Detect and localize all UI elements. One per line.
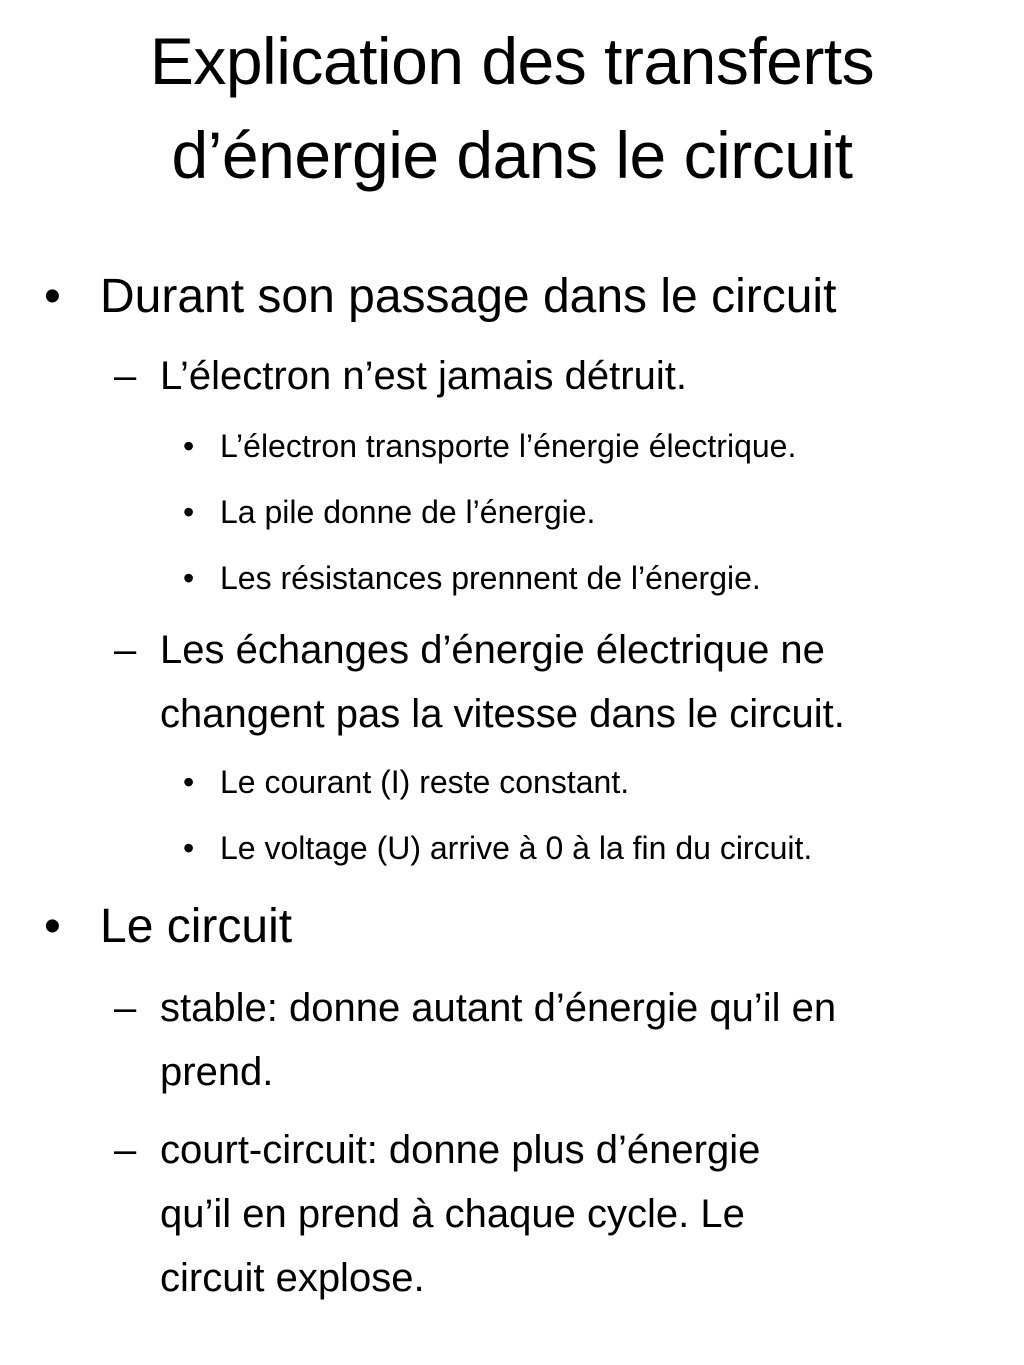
sub-bullet-text: L’électron transporte l’énergie électrique. <box>220 428 797 464</box>
title-line: Explication des transferts <box>149 24 875 98</box>
sub-bullet-marker: • <box>183 764 195 800</box>
dash-text <box>160 618 845 746</box>
title-line: d’énergie dans le circuit <box>171 118 853 192</box>
dash-text-line: circuit explose. <box>160 1256 425 1300</box>
dash-marker: – <box>114 354 137 398</box>
slide-title <box>40 14 984 202</box>
dash-marker: – <box>114 986 137 1030</box>
dash-text-line: prend. <box>160 1050 274 1094</box>
sub-bullet-text: Le courant (I) reste constant. <box>220 764 630 800</box>
sub-bullet-marker: • <box>183 428 195 464</box>
dash-text-line: stable: donne autant d’énergie qu’il en <box>160 986 837 1030</box>
sub-bullet-text: Les résistances prennent de l’énergie. <box>220 560 761 596</box>
dash-text-line: Les échanges d’énergie électrique ne <box>160 628 825 672</box>
sub-bullet-marker: • <box>183 560 195 596</box>
dash-text-line: changent pas la vitesse dans le circuit. <box>160 692 845 736</box>
dash-marker: – <box>114 628 137 672</box>
sub-bullet-text: La pile donne de l’énergie. <box>220 494 596 530</box>
dash-text <box>160 976 836 1104</box>
dash-text <box>160 1118 760 1310</box>
bullet-text: Durant son passage dans le circuit <box>100 270 837 323</box>
bullet-marker: • <box>44 270 61 323</box>
dash-text-line: court-circuit: donne plus d’énergie <box>160 1128 761 1172</box>
bullet-text: Le circuit <box>100 900 293 953</box>
dash-text-line: qu’il en prend à chaque cycle. Le <box>160 1192 745 1236</box>
sub-bullet-text: Le voltage (U) arrive à 0 à la fin du circuit. <box>220 830 813 866</box>
sub-bullet-marker: • <box>183 830 195 866</box>
dash-text: L’électron n’est jamais détruit. <box>160 354 687 398</box>
bullet-marker: • <box>44 900 61 953</box>
dash-marker: – <box>114 1128 137 1172</box>
sub-bullet-marker: • <box>183 494 195 530</box>
